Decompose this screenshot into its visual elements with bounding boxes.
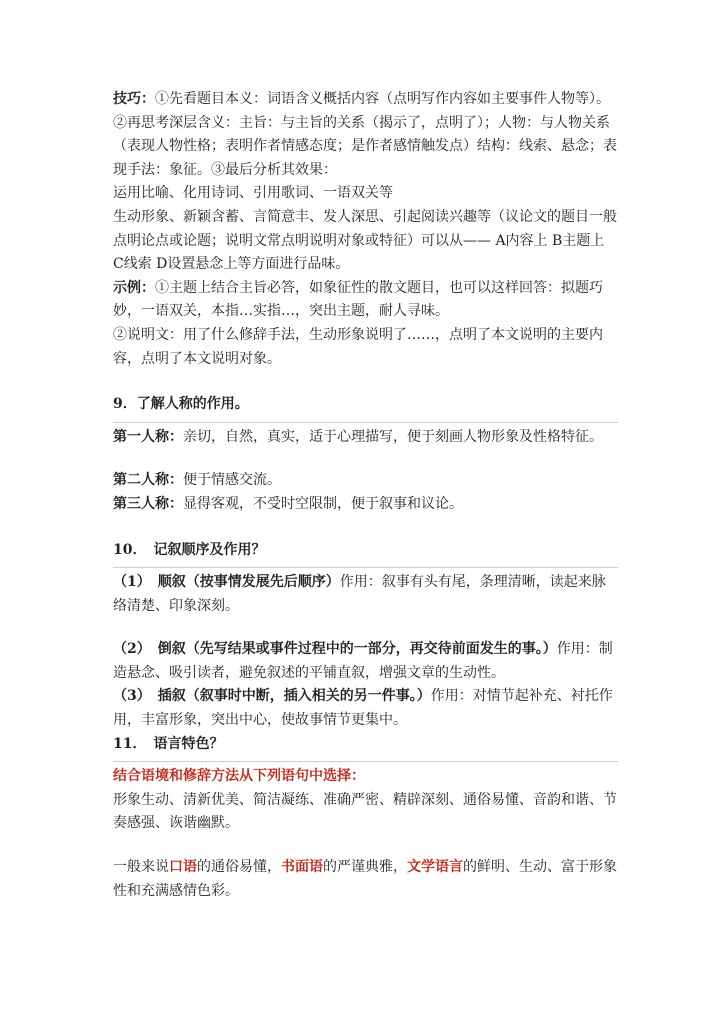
- order-item-1-label: （1） 顺叙（按事情发展先后顺序）: [113, 574, 340, 591]
- section-9-heading: 9．了解人称的作用。: [113, 396, 249, 413]
- summary-post: 的鲜明、生动、富于形象性和充满感情色彩。: [113, 859, 617, 899]
- third-person: [113, 493, 618, 517]
- divider: [113, 422, 618, 423]
- second-person: [113, 469, 618, 493]
- summary-mid-2: 的严谨典雅，: [323, 859, 407, 876]
- second-person-text: 便于情感交流。: [183, 472, 281, 489]
- language-styles: 形象生动、清新优美、简洁凝练、准确严密、精辟深刻、通俗易懂、音韵和谐、节奏感强、诙谐幽默。: [113, 791, 617, 832]
- document-page: [113, 88, 618, 903]
- example-2: ②说明文：用了什么修辞手法，生动形象说明了……，点明了本文说明的主要内容，点明了本文说明对象。: [113, 326, 603, 367]
- order-item-3-label: （3） 插叙（叙事时中断，插入相关的另一件事。）: [113, 688, 431, 705]
- order-item-2: [113, 638, 618, 685]
- summary-mid-1: 的通俗易懂，: [197, 859, 281, 876]
- divider: [113, 761, 618, 762]
- techniques-text: ①先看题目本义：词语含义概括内容（点明写作内容如主要事件人物等）。②再思考深层含义：主旨：与主旨的关系（揭示了，点明了）；人物：与人物关系（表现人物性格；表明作者情感态度；是作者感情触发点）结构：线索、悬念；表现手法：象征。③最后分析其效果：: [113, 91, 617, 178]
- third-person-text: 显得客观，不受时空限制，便于叙事和议论。: [183, 495, 463, 512]
- example-text: ①主题上结合主旨必答，如象征性的散文题目，也可以这样回答：拟题巧妙，一语双关，本指…实指…，突出主题，耐人寻味。: [113, 279, 603, 320]
- order-item-3: [113, 685, 618, 732]
- summary-pre: 一般来说: [113, 859, 169, 876]
- effects-results: 生动形象、新颖含蓄、言简意丰、发人深思、引起阅读兴趣等（议论文的题目一般点明论点或论题；说明文常点明说明对象或特征）可以从—— A内容上 B主题上 C线索 D设置悬念上等方面进行品味。: [113, 208, 617, 273]
- techniques-label: 技巧：: [113, 91, 155, 107]
- section-11-heading: 11． 语言特色？: [113, 735, 224, 752]
- term-literary: 文学语言: [407, 859, 463, 876]
- order-item-2-label: （2） 倒叙（先写结果或事件过程中的一部分，再交待前面发生的事。）: [113, 641, 557, 658]
- term-spoken: 口语: [169, 859, 197, 876]
- techniques-paragraph: [113, 88, 618, 182]
- first-person: [113, 426, 618, 450]
- third-person-label: 第三人称：: [113, 495, 183, 512]
- example-label: 示例：: [113, 279, 155, 296]
- section-10-heading: 10． 记叙顺序及作用？: [113, 541, 266, 558]
- language-summary: [113, 856, 618, 903]
- order-item-3-text: 作用：对情节起补充、衬托作用，丰富形象，突出中心，使故事情节更集中。: [113, 688, 613, 729]
- second-person-label: 第二人称：: [113, 472, 183, 489]
- select-label-text: 结合语境和修辞方法从下列语句中选择：: [113, 768, 365, 785]
- example-paragraph: [113, 277, 618, 324]
- select-label: [113, 765, 618, 789]
- order-item-1-text: 作用：叙事有头有尾，条理清晰，读起来脉络清楚、印象深刻。: [113, 574, 606, 614]
- order-item-1: [113, 571, 618, 618]
- first-person-text: 亲切，自然，真实，适于心理描写，便于刻画人物形象及性格特征。: [183, 428, 603, 445]
- term-written: 书面语: [281, 859, 323, 876]
- divider: [113, 567, 618, 568]
- first-person-label: 第一人称：: [113, 428, 183, 445]
- effects-methods: 运用比喻、化用诗词、引用歌词、一语双关等: [113, 185, 393, 202]
- order-item-2-text: 作用：制造悬念、吸引读者，避免叙述的平铺直叙，增强文章的生动性。: [113, 641, 613, 681]
